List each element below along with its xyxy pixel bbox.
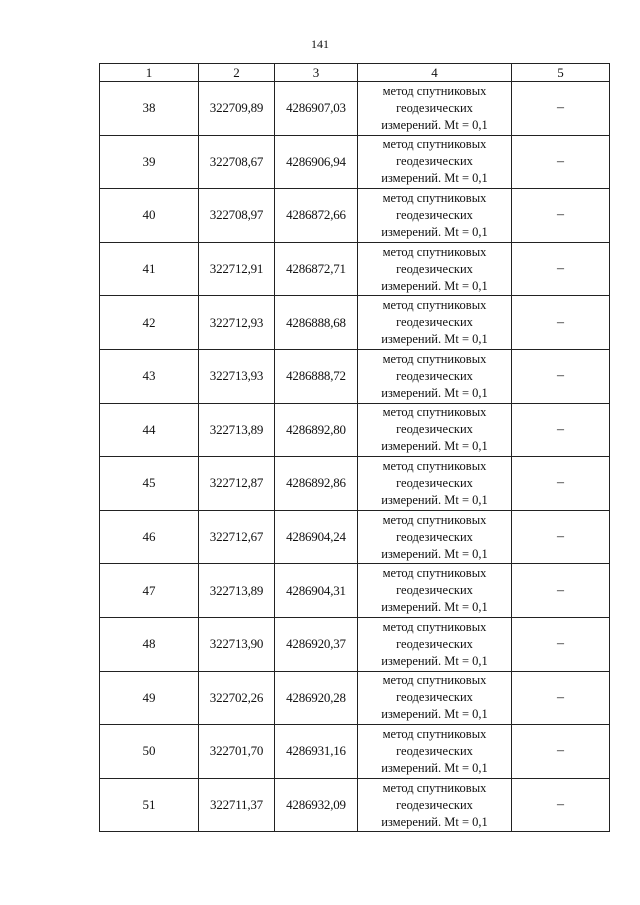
point-number-cell: 39	[100, 135, 199, 189]
point-number-cell: 48	[100, 617, 199, 671]
method-cell	[358, 135, 512, 189]
table-row	[100, 671, 610, 725]
coordinates-table	[99, 63, 610, 832]
method-text-line: геодезических	[396, 529, 473, 544]
coordinate-x-cell: 322713,90	[199, 617, 275, 671]
method-text-line: измерений. Mt = 0,1	[381, 117, 488, 132]
note-cell: –	[512, 564, 610, 618]
method-text-line: измерений. Mt = 0,1	[381, 332, 488, 347]
method-cell	[358, 617, 512, 671]
table-row	[100, 457, 610, 511]
method-text-line: метод спутниковых	[382, 566, 487, 581]
coordinate-x-cell: 322711,37	[199, 778, 275, 832]
method-text-line: метод спутниковых	[382, 83, 487, 98]
method-text-line: измерений. Mt = 0,1	[381, 600, 488, 615]
coordinate-y-cell: 4286920,37	[275, 617, 358, 671]
coordinate-x-cell: 322712,93	[199, 296, 275, 350]
column-header-1: 1	[100, 64, 199, 82]
method-text-line: геодезических	[396, 368, 473, 383]
point-number-cell: 45	[100, 457, 199, 511]
method-text-line: измерений. Mt = 0,1	[381, 814, 488, 829]
method-text-line: метод спутниковых	[382, 190, 487, 205]
method-text-line: геодезических	[396, 315, 473, 330]
note-cell: –	[512, 778, 610, 832]
coordinate-x-cell: 322701,70	[199, 725, 275, 779]
table-header	[100, 64, 610, 82]
coordinate-x-cell: 322708,97	[199, 189, 275, 243]
method-cell	[358, 510, 512, 564]
table-row	[100, 617, 610, 671]
method-text-line: геодезических	[396, 583, 473, 598]
method-text-line: метод спутниковых	[382, 726, 487, 741]
method-text-line: метод спутниковых	[382, 244, 487, 259]
coordinate-y-cell: 4286888,72	[275, 349, 358, 403]
method-text-line: измерений. Mt = 0,1	[381, 439, 488, 454]
coordinate-y-cell: 4286872,66	[275, 189, 358, 243]
method-text-line: измерений. Mt = 0,1	[381, 492, 488, 507]
column-header-4: 4	[358, 64, 512, 82]
coordinate-y-cell: 4286904,24	[275, 510, 358, 564]
page-number: 141	[311, 37, 329, 51]
coordinate-x-cell: 322713,93	[199, 349, 275, 403]
method-cell	[358, 725, 512, 779]
coordinate-x-cell: 322713,89	[199, 403, 275, 457]
column-header-2: 2	[199, 64, 275, 82]
coordinate-y-cell: 4286932,09	[275, 778, 358, 832]
method-text-line: геодезических	[396, 100, 473, 115]
method-text-line: измерений. Mt = 0,1	[381, 546, 488, 561]
point-number-cell: 40	[100, 189, 199, 243]
method-cell	[358, 82, 512, 136]
point-number-cell: 42	[100, 296, 199, 350]
method-cell	[358, 778, 512, 832]
method-text-line: измерений. Mt = 0,1	[381, 224, 488, 239]
method-text-line: метод спутниковых	[382, 137, 487, 152]
note-cell: –	[512, 242, 610, 296]
point-number-cell: 38	[100, 82, 199, 136]
coordinate-y-cell: 4286892,86	[275, 457, 358, 511]
table-row	[100, 296, 610, 350]
coordinate-x-cell: 322709,89	[199, 82, 275, 136]
method-text-line: геодезических	[396, 743, 473, 758]
method-cell	[358, 349, 512, 403]
method-text-line: геодезических	[396, 154, 473, 169]
method-text-line: метод спутниковых	[382, 673, 487, 688]
method-cell	[358, 242, 512, 296]
coordinate-y-cell: 4286920,28	[275, 671, 358, 725]
method-cell	[358, 564, 512, 618]
coordinate-y-cell: 4286892,80	[275, 403, 358, 457]
column-header-5: 5	[512, 64, 610, 82]
note-cell: –	[512, 189, 610, 243]
method-text-line: геодезических	[396, 207, 473, 222]
method-text-line: измерений. Mt = 0,1	[381, 171, 488, 186]
coordinate-x-cell: 322712,91	[199, 242, 275, 296]
coordinate-x-cell: 322713,89	[199, 564, 275, 618]
point-number-cell: 47	[100, 564, 199, 618]
method-cell	[358, 189, 512, 243]
table-row	[100, 564, 610, 618]
table-row	[100, 778, 610, 832]
header-row	[100, 64, 610, 82]
method-text-line: измерений. Mt = 0,1	[381, 385, 488, 400]
method-text-line: измерений. Mt = 0,1	[381, 707, 488, 722]
note-cell: –	[512, 671, 610, 725]
point-number-cell: 44	[100, 403, 199, 457]
method-text-line: метод спутниковых	[382, 780, 487, 795]
note-cell: –	[512, 296, 610, 350]
method-text-line: метод спутниковых	[382, 619, 487, 634]
method-text-line: геодезических	[396, 475, 473, 490]
table-body	[100, 82, 610, 832]
method-text-line: измерений. Mt = 0,1	[381, 278, 488, 293]
point-number-cell: 43	[100, 349, 199, 403]
note-cell: –	[512, 510, 610, 564]
table-row	[100, 135, 610, 189]
coordinate-y-cell: 4286888,68	[275, 296, 358, 350]
table-row	[100, 349, 610, 403]
table-row	[100, 242, 610, 296]
table-row	[100, 82, 610, 136]
coordinate-x-cell: 322708,67	[199, 135, 275, 189]
method-text-line: геодезических	[396, 797, 473, 812]
method-cell	[358, 671, 512, 725]
table-row	[100, 725, 610, 779]
point-number-cell: 50	[100, 725, 199, 779]
method-text-line: измерений. Mt = 0,1	[381, 653, 488, 668]
table-row	[100, 189, 610, 243]
note-cell: –	[512, 457, 610, 511]
column-header-3: 3	[275, 64, 358, 82]
method-text-line: метод спутниковых	[382, 351, 487, 366]
note-cell: –	[512, 349, 610, 403]
coordinate-x-cell: 322702,26	[199, 671, 275, 725]
note-cell: –	[512, 82, 610, 136]
point-number-cell: 49	[100, 671, 199, 725]
method-cell	[358, 296, 512, 350]
method-text-line: геодезических	[396, 422, 473, 437]
method-text-line: метод спутниковых	[382, 458, 487, 473]
table-row	[100, 403, 610, 457]
note-cell: –	[512, 135, 610, 189]
method-cell	[358, 457, 512, 511]
method-text-line: геодезических	[396, 690, 473, 705]
table-row	[100, 510, 610, 564]
coordinate-y-cell: 4286904,31	[275, 564, 358, 618]
coordinate-y-cell: 4286906,94	[275, 135, 358, 189]
coordinate-x-cell: 322712,67	[199, 510, 275, 564]
method-text-line: метод спутниковых	[382, 512, 487, 527]
coordinate-y-cell: 4286907,03	[275, 82, 358, 136]
method-text-line: геодезических	[396, 636, 473, 651]
point-number-cell: 46	[100, 510, 199, 564]
coordinate-x-cell: 322712,87	[199, 457, 275, 511]
method-text-line: измерений. Mt = 0,1	[381, 760, 488, 775]
point-number-cell: 41	[100, 242, 199, 296]
method-cell	[358, 403, 512, 457]
coordinate-y-cell: 4286931,16	[275, 725, 358, 779]
method-text-line: метод спутниковых	[382, 298, 487, 313]
method-text-line: геодезических	[396, 261, 473, 276]
note-cell: –	[512, 617, 610, 671]
method-text-line: метод спутниковых	[382, 405, 487, 420]
note-cell: –	[512, 725, 610, 779]
point-number-cell: 51	[100, 778, 199, 832]
coordinate-y-cell: 4286872,71	[275, 242, 358, 296]
note-cell: –	[512, 403, 610, 457]
